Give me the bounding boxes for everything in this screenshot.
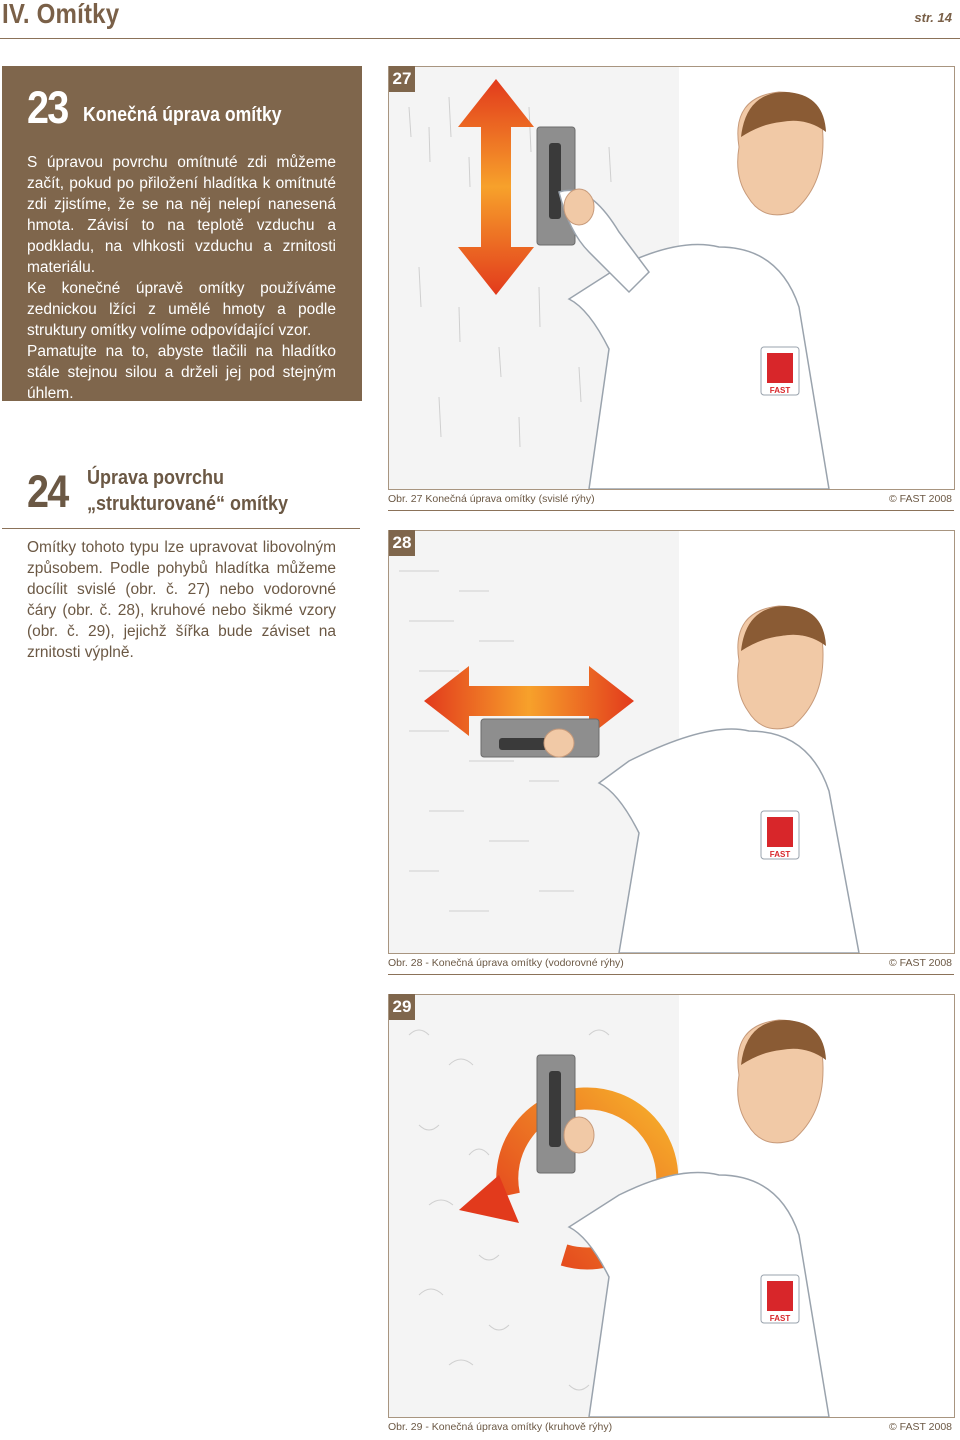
page-number: str. 14 bbox=[914, 10, 952, 25]
trowel bbox=[481, 719, 599, 757]
figure-29-caption: Obr. 29 - Konečná úprava omítky (kruhově rýhy) bbox=[388, 1421, 613, 1433]
figure-27-caption: Obr. 27 Konečná úprava omítky (svislé rýhy) bbox=[388, 493, 595, 505]
figure-29-copyright: © FAST 2008 bbox=[889, 1421, 952, 1433]
figure-29-illustration bbox=[388, 994, 955, 1418]
header-divider bbox=[0, 38, 960, 39]
figure-28-divider bbox=[388, 974, 954, 975]
section-24-body: Omítky tohoto typu lze upravovat libovolným způsobem. Podle pohybů hladítka můžeme docílit svislé (obr. č. 27) nebo vodorovné čáry (obr. č. 28), kruhové nebo šikmé vzory (obr. č. 29), jejichž šířka bude záviset na zrnitosti výplně. bbox=[27, 539, 336, 661]
section-24-title-line: „strukturované“ omítky bbox=[87, 493, 289, 515]
figure-29-number-badge: 29 bbox=[389, 994, 415, 1020]
figure-27-illustration bbox=[388, 66, 955, 490]
section-23-paragraph: Ke konečné úpravě omítky používáme zednickou lžíci z umělé hmoty a podle struktury omítky volíme odpovídající vzor. bbox=[27, 280, 336, 339]
section-23-paragraph: S úpravou povrchu omítnuté zdi můžeme začít, pokud po přiložení hladítka k omítnuté zdi zjistíme, že se na něj nelepí nanesená hmota. Závisí to na teplotě vzduchu a podkladu, na vlhkosti vzduchu a zrnitosti materiálu. bbox=[27, 154, 336, 276]
fast-logo-text: FAST bbox=[769, 1314, 791, 1323]
section-24-number: 24 bbox=[27, 466, 68, 517]
figure-28-copyright: © FAST 2008 bbox=[889, 957, 952, 969]
section-24-title-line: Úprava povrchu bbox=[87, 467, 225, 489]
figure-27-number-badge: 27 bbox=[389, 66, 415, 92]
figure-28-number-badge: 28 bbox=[389, 530, 415, 556]
figure-27-copyright: © FAST 2008 bbox=[889, 493, 952, 505]
figure-28-illustration bbox=[388, 530, 955, 954]
section-23-body bbox=[27, 152, 336, 404]
section-24-title bbox=[87, 465, 288, 517]
section-23-number: 23 bbox=[27, 82, 68, 133]
fast-logo-text: FAST bbox=[769, 850, 791, 859]
section-24-divider bbox=[2, 528, 360, 529]
section-23-title: Konečná úprava omítky bbox=[83, 104, 282, 126]
section-23-paragraph: Pamatujte na to, abyste tlačili na hladítko stále stejnou silou a drželi jej pod stejným úhlem. bbox=[27, 343, 336, 402]
trowel bbox=[537, 127, 575, 245]
figure-27-divider bbox=[388, 510, 954, 511]
fast-logo-text: FAST bbox=[769, 386, 791, 395]
chapter-title: IV. Omítky bbox=[2, 0, 120, 29]
figure-28-caption: Obr. 28 - Konečná úprava omítky (vodorovné rýhy) bbox=[388, 957, 624, 969]
trowel bbox=[537, 1055, 575, 1173]
